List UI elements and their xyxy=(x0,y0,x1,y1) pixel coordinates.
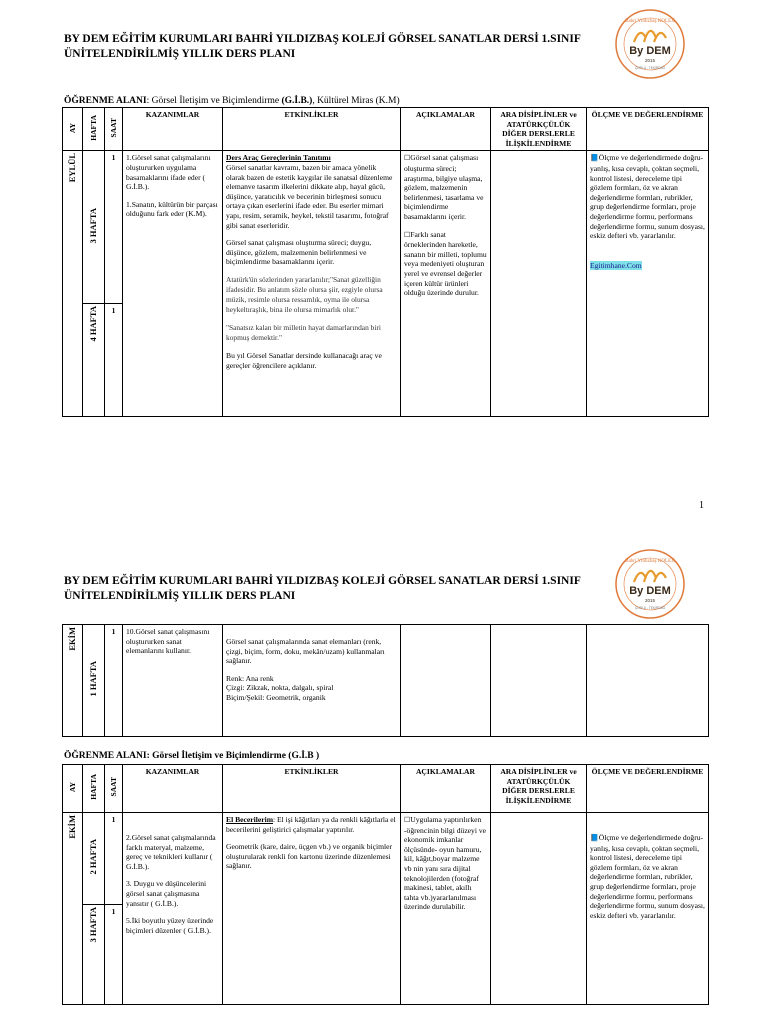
ara-disiplin-cell xyxy=(491,625,587,737)
week-cell: 3 HAFTA xyxy=(83,151,105,304)
school-logo-2 xyxy=(614,548,686,620)
col-ay: AY xyxy=(63,108,83,151)
checkbox-icon: ☐ xyxy=(404,816,411,824)
svg-text:By DEM: By DEM xyxy=(629,45,671,57)
svg-text:2015: 2015 xyxy=(644,58,656,63)
col-saat: SAAT xyxy=(105,108,123,151)
kazanim-cell: 1.Görsel sanat çalışmalarını oluştururken uygulama basamaklarını ifade eder ( G.İ.B.). 1.Sanatın, kültürün bir parçası olduğunu fark eder (K.M). xyxy=(123,151,223,417)
col-hafta: HAFTA xyxy=(83,765,105,813)
book-icon: 📘 xyxy=(590,154,599,163)
svg-text:By DEM: By DEM xyxy=(629,585,671,597)
olcme-cell: 📘Ölçme ve değerlendirmede doğru-yanlış, kısa cevaplı, çoktan seçmeli, kontrol listesi, dereceleme tipi gözlem formları, öz ve akran değerlendirme formları, rubrikler, grup değerlendirme formları, proje değerlendirme formu, performans değerlendirme formu, sunum dosyası, eskiz defteri vb. yararlanılır. xyxy=(587,813,709,1005)
col-ay: AY xyxy=(63,765,83,813)
yearly-plan-table-1 xyxy=(62,107,709,417)
month-cell: EKİM xyxy=(63,813,83,1005)
yearly-plan-table-3 xyxy=(62,764,709,1005)
table-header-row xyxy=(63,765,709,813)
saat-cell: 1 xyxy=(105,813,123,905)
col-kazanimlar: KAZANIMLAR xyxy=(123,765,223,813)
olcme-cell xyxy=(587,625,709,737)
saat-cell: 1 xyxy=(105,625,123,737)
svg-text:2015: 2015 xyxy=(644,598,656,603)
svg-text:Bahri Yıldızbaş KOLEJİ: Bahri Yıldızbaş KOLEJİ xyxy=(625,19,675,24)
col-etkinlikler: ETKİNLİKLER xyxy=(223,765,401,813)
svg-text:ÇORLU - TEKİRDAĞ: ÇORLU - TEKİRDAĞ xyxy=(634,66,666,70)
week-cell: 4 HAFTA xyxy=(83,304,105,417)
page-title: BY DEM EĞİTİM KURUMLARI BAHRİ YILDIZBAŞ KOLEJİ GÖRSEL SANATLAR DERSİ 1.SINIF ÜNİTELENDİRİLMİŞ YILLIK DERS PLANI xyxy=(64,33,581,60)
checkbox-icon: ☐ xyxy=(404,230,411,239)
week-cell: 3 HAFTA xyxy=(83,905,105,1005)
col-etkinlikler: ETKİNLİKLER xyxy=(223,108,401,151)
school-logo xyxy=(614,8,686,80)
etkinlik-cell: Görsel sanat çalışmalarında sanat elemanları (renk, çizgi, biçim, form, doku, mekân/uzam) kullanmaları sağlanır. Renk: Ana renk Çizgi: Zikzak, nokta, dalgalı, spiral Biçim/Şekil: Geometrik, organik xyxy=(223,625,401,737)
col-aciklamalar: AÇIKLAMALAR xyxy=(401,108,491,151)
col-saat: SAAT xyxy=(105,765,123,813)
week-cell: 2 HAFTA xyxy=(83,813,105,905)
ara-disiplin-cell xyxy=(491,813,587,1005)
learning-area-2: ÖĞRENME ALANI: Görsel İletişim ve Biçimlendirme (G.İ.B ) xyxy=(64,751,320,761)
page-title-2: BY DEM EĞİTİM KURUMLARI BAHRİ YILDIZBAŞ KOLEJİ GÖRSEL SANATLAR DERSİ 1.SINIF ÜNİTELENDİRİLMİŞ YILLIK DERS PLANI xyxy=(64,575,581,602)
svg-text:ÇORLU - TEKİRDAĞ: ÇORLU - TEKİRDAĞ xyxy=(634,606,666,610)
site-link[interactable]: Egitimhane.Com xyxy=(590,260,642,270)
col-ara-disiplinler: ARA DİSİPLİNLER ve ATATÜRKÇÜLÜK DİĞER DERSLERLE İLİŞKİLENDİRME xyxy=(491,108,587,151)
table-header-row xyxy=(63,108,709,151)
col-olcme: ÖLÇME VE DEĞERLENDİRME xyxy=(587,108,709,151)
saat-cell: 1 xyxy=(105,151,123,304)
col-olcme: ÖLÇME VE DEĞERLENDİRME xyxy=(587,765,709,813)
col-ara-disiplinler: ARA DİSİPLİNLER ve ATATÜRKÇÜLÜK DİĞER DERSLERLE İLİŞKİLENDİRME xyxy=(491,765,587,813)
book-icon: 📘 xyxy=(590,834,599,842)
aciklama-cell: ☐Uygulama yaptırılırken -öğrencinin bilgi düzeyi ve ekonomik imkanlar ölçüsünde- oyun hamuru, kil, kâğıt,boyar malzeme vb nin yanı sıra dijital teknolojilerden (fotoğraf makinesi, tablet, akıllı tahta vb.)yararlanılması üzerinde durulabilir. xyxy=(401,813,491,1005)
table-row xyxy=(63,813,709,905)
month-cell: EYLÜL xyxy=(63,151,83,417)
col-hafta: HAFTA xyxy=(83,108,105,151)
kazanim-cell: 10.Görsel sanat çalışmasını oluştururken sanat elemanlarını kullanır. xyxy=(123,625,223,737)
kazanim-cell: 2.Görsel sanat çalışmalarında farklı materyal, malzeme, gereç ve teknikleri kullanır ( G.İ.B.). 3. Duygu ve düşüncelerini görsel sanat çalışmasına yansıtır ( G.İ.B.). 5.İki boyutlu yüzey üzerinde biçimleri düzenler ( G.İ.B.). xyxy=(123,813,223,1005)
page-number: 1 xyxy=(699,500,704,511)
table-row xyxy=(63,151,709,304)
col-aciklamalar: AÇIKLAMALAR xyxy=(401,765,491,813)
saat-cell: 1 xyxy=(105,304,123,417)
etkinlik-cell: El Becerilerim: El işi kâğıtları ya da renkli kâğıtlarla el becerilerini geliştirici çalışmalar yaptırılır. Geometrik (kare, daire, üçgen vb.) ve organik biçimler oluşturularak renkli fon kartonu üzerinde düzenlemesi sağlanır. xyxy=(223,813,401,1005)
saat-cell: 1 xyxy=(105,905,123,1005)
month-cell: EKİM xyxy=(63,625,83,737)
aciklama-cell xyxy=(401,625,491,737)
aciklama-cell: ☐Görsel sanat çalışması oluşturma süreci; araştırma, bilgiye ulaşma, gözlem, malzemenin belirlenmesi, tasarlama ve biçimlendirme basamaklarını içerir. ☐Farklı sanat örneklerinden hareketle, sanatın bir milleti, toplumu veya medeniyeti oluşturan yerel ve evrensel değerler içeren kültür ürünleri olduğu üzerinde durulur. xyxy=(401,151,491,417)
svg-text:Bahri Yıldızbaş KOLEJİ: Bahri Yıldızbaş KOLEJİ xyxy=(625,559,675,564)
col-kazanimlar: KAZANIMLAR xyxy=(123,108,223,151)
learning-area: ÖĞRENME ALANI: Görsel İletişim ve Biçimlendirme (G.İ.B.), Kültürel Miras (K.M) xyxy=(64,96,400,106)
checkbox-icon: ☐ xyxy=(404,154,411,163)
yearly-plan-table-2 xyxy=(62,624,709,737)
etkinlik-cell: Ders Araç Gereçlerinin Tanıtımı Görsel sanatlar kavramı, bazen bir amaca yönelik olarak bazen de estetik kaygılar ile sanatsal düzenleme elemanve tasarım ilkelerini dikkate alıp, hayal gücü, düşünce, yaratıcılık ve becerinin birleşmesi sonucu ortaya çıkan eserlerini ifade eder. Bu eserler mimari yapı, resim, seramik, heykel, tekstil tasarımı, fotoğraf gibi sanat eserleridir. Görsel sanat çalışması oluşturma süreci; duygu, düşünce, gözlem, malzemenin belirlenmesi ve biçimlendirme basamaklarını içerir. Atatürk'ün sözlerinden yararlanılır;"Sanat güzelliğin ifadesidir. Bu anlatım sözle olursa şiir, ezgiyle olursa müzik, resimle olursa ressamlık, oyma ile olursa heykeltıraşlık, bina ile olursa mimarlık olur." "Sanatsız kalan bir milletin hayat damarlarından biri kopmuş demektir." Bu yıl Görsel Sanatlar dersinde kullanacağı araç ve gereçler öğrencilere açıklanır. xyxy=(223,151,401,417)
week-cell: 1 HAFTA xyxy=(83,625,105,737)
table-row xyxy=(63,625,709,737)
olcme-cell: 📘Ölçme ve değerlendirmede doğru-yanlış, kısa cevaplı, çoktan seçmeli, kontrol listesi, dereceleme tipi gözlem formları, öz ve akran değerlendirme formları, rubrikler, grup değerlendirme formları, proje değerlendirme formu, performans değerlendirme formu, sunum dosyası, eskiz defteri vb. yararlanılır. Egitimhane.Com xyxy=(587,151,709,417)
ara-disiplin-cell xyxy=(491,151,587,417)
